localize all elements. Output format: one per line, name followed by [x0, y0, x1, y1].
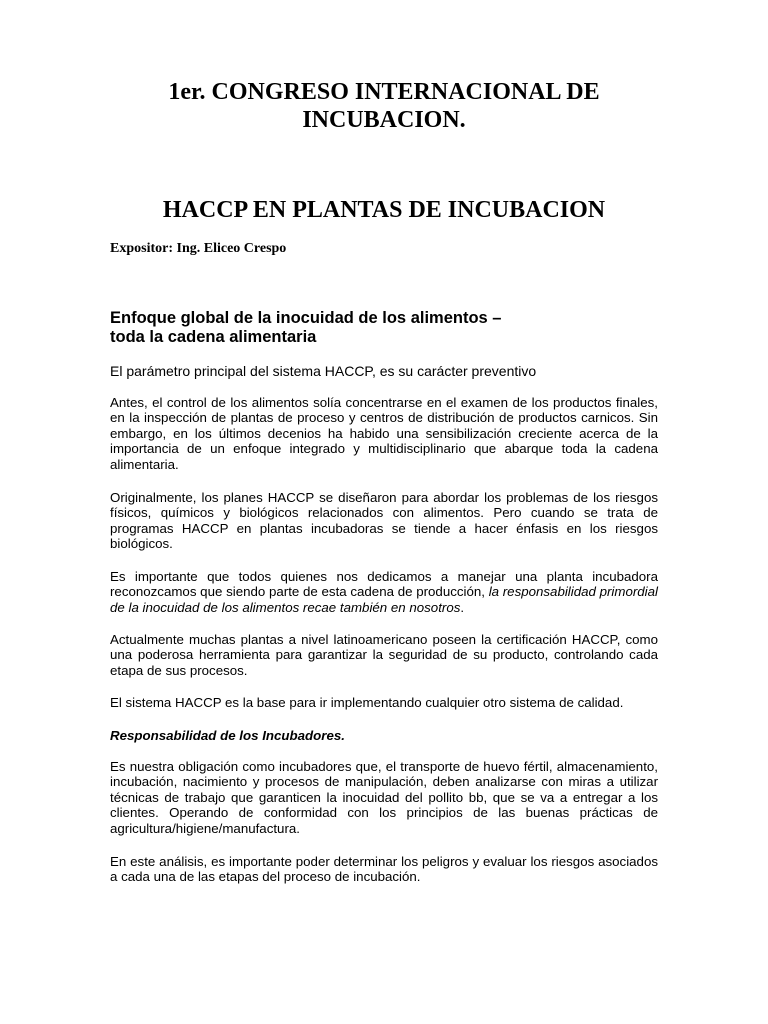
paragraph-block-6: [110, 759, 658, 836]
section-heading: [110, 309, 501, 347]
subheading-block: [110, 728, 658, 743]
paragraph-5: El sistema HACCP es la base para ir implementando cualquier otro sistema de calidad.: [110, 695, 624, 710]
paragraph-7: En este análisis, es importante poder determinar los peligros y evaluar los riesgos asociados a cada una de las etapas del proceso de incubación.: [110, 854, 658, 885]
paragraph-3-normal: Es importante que todos quienes nos dedicamos a manejar una planta incubadora reconozcamos que siendo parte de esta cadena de producción,: [110, 569, 658, 600]
subheading: Responsabilidad de los Incubadores.: [110, 728, 345, 743]
speaker-line: Expositor: Ing. Eliceo Crespo: [110, 241, 287, 256]
paragraph-1: Antes, el control de los alimentos solía concentrarse en el examen de los productos finales, en la inspección de plantas de proceso y centros de distribución de productos carnicos. Sin embargo, en los últimos decenios ha habido una sensibilización creciente acerca de la importancia de un enfoque integrado y multidisciplinario que abarque toda la cadena alimentaria.: [110, 395, 658, 472]
congress-title-line-1: 1er. CONGRESO INTERNACIONAL DE: [168, 79, 600, 105]
paragraph-3-italic: la responsabilidad primordial de la inocuidad de los alimentos recae también en nosotros: [110, 584, 658, 615]
paragraph-block-3: [110, 569, 658, 615]
paragraph-3-end: .: [460, 599, 465, 615]
section-heading-line-1: Enfoque global de la inocuidad de los alimentos –: [110, 309, 502, 327]
lead-block: [110, 363, 658, 380]
paragraph-block-7: [110, 854, 658, 885]
congress-title: [110, 78, 658, 134]
paragraph-6: Es nuestra obligación como incubadores que, el transporte de huevo fértil, almacenamiento, incubación, nacimiento y procesos de manipulación, deben analizarse con miras a utilizar técnicas de trabajo que garanticen la inocuidad del pollito bb, que se va a entregar a los clientes. Operando de conformidad con los principios de las buenas prácticas de agricultura/higiene/manufactura.: [110, 759, 658, 836]
paragraph-block-4: [110, 632, 658, 678]
paragraph-block-5: [110, 695, 658, 710]
paragraph-block-1: [110, 395, 658, 472]
paragraph-4: Actualmente muchas plantas a nivel latinoamericano poseen la certificación HACCP, como una poderosa herramienta para garantizar la seguridad de su producto, controlando cada etapa de sus procesos.: [110, 632, 658, 678]
congress-title-line-2: INCUBACION.: [302, 107, 466, 133]
talk-title: HACCP EN PLANTAS DE INCUBACION: [162, 197, 606, 223]
section-heading-line-2: toda la cadena alimentaria: [110, 328, 317, 346]
paragraph-block-2: [110, 490, 658, 552]
paragraph-2: Originalmente, los planes HACCP se diseñaron para abordar los problemas de los riesgos físicos, químicos y biológicos relacionados con alimentos. Pero cuando se trata de programas HACCP en plantas incubadoras se tiende a hacer énfasis en los riesgos biológicos.: [110, 490, 658, 552]
paragraph-3: [110, 569, 658, 615]
lead-paragraph: El parámetro principal del sistema HACCP, es su carácter preventivo: [110, 363, 537, 379]
